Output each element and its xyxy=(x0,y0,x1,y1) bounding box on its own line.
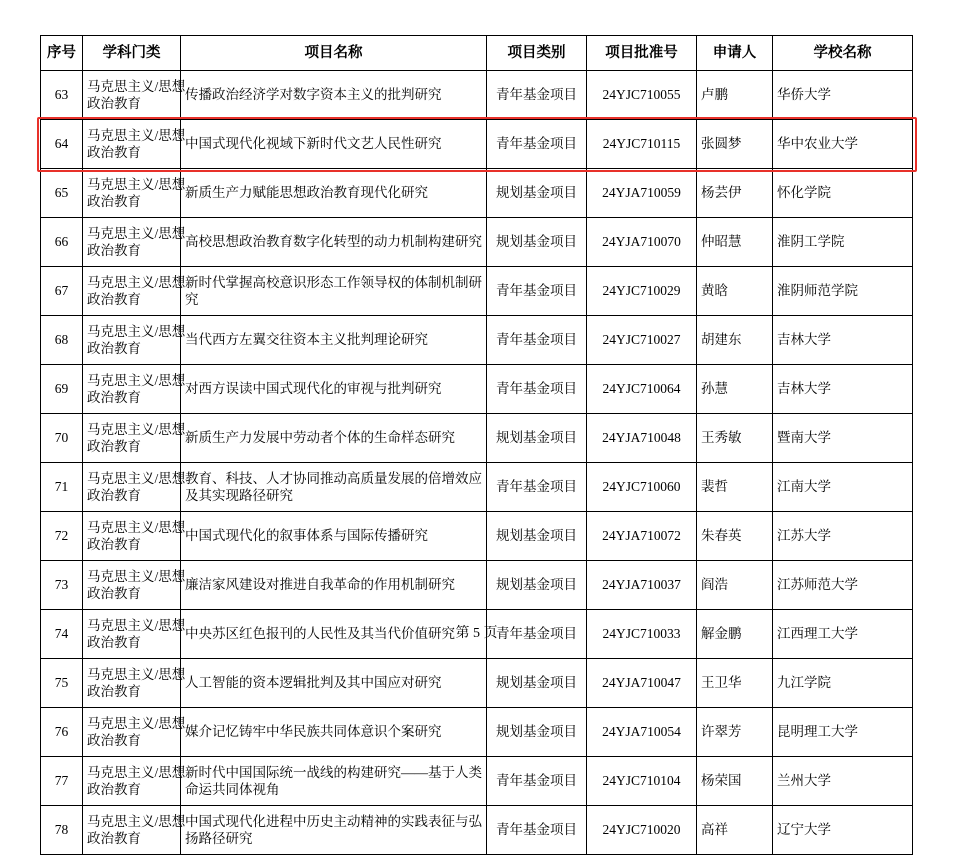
cell-title: 传播政治经济学对数字资本主义的批判研究 xyxy=(181,71,487,120)
table-row xyxy=(41,169,913,218)
cell-category: 规划基金项目 xyxy=(487,512,587,561)
discipline-line-2: 政治教育 xyxy=(87,145,141,160)
grant-table xyxy=(40,35,913,855)
column-header-seq: 序号 xyxy=(41,36,83,71)
cell-title: 当代西方左翼交往资本主义批判理论研究 xyxy=(181,316,487,365)
table-header xyxy=(41,36,913,71)
cell-seq: 67 xyxy=(41,267,83,316)
table-row xyxy=(41,757,913,806)
cell-discipline xyxy=(83,365,186,414)
table-row xyxy=(41,659,913,708)
cell-category: 规划基金项目 xyxy=(487,169,587,218)
discipline-line-2: 政治教育 xyxy=(87,292,141,307)
cell-seq: 69 xyxy=(41,365,83,414)
cell-category: 青年基金项目 xyxy=(487,120,587,169)
cell-seq: 66 xyxy=(41,218,83,267)
discipline-line-1: 马克思主义/思想 xyxy=(87,421,186,437)
discipline-line-2: 政治教育 xyxy=(87,537,141,552)
cell-seq: 68 xyxy=(41,316,83,365)
discipline-line-1: 马克思主义/思想 xyxy=(87,127,186,143)
cell-applicant: 仲昭慧 xyxy=(697,218,773,267)
table-header-row xyxy=(41,36,913,71)
cell-discipline xyxy=(83,708,186,757)
cell-seq: 71 xyxy=(41,463,83,512)
discipline-line-2: 政治教育 xyxy=(87,96,141,111)
cell-school: 江苏师范大学 xyxy=(773,561,913,610)
cell-code: 24YJA710047 xyxy=(587,659,697,708)
cell-code: 24YJC710029 xyxy=(587,267,697,316)
cell-title: 新时代中国国际统一战线的构建研究——基于人类命运共同体视角 xyxy=(181,757,487,806)
cell-school: 辽宁大学 xyxy=(773,806,913,855)
cell-school: 九江学院 xyxy=(773,659,913,708)
discipline-line-2: 政治教育 xyxy=(87,439,141,454)
cell-code: 24YJC710033 xyxy=(587,610,697,659)
cell-school: 暨南大学 xyxy=(773,414,913,463)
cell-school: 淮阴师范学院 xyxy=(773,267,913,316)
cell-applicant: 王卫华 xyxy=(697,659,773,708)
cell-applicant: 张圆梦 xyxy=(697,120,773,169)
cell-code: 24YJC710027 xyxy=(587,316,697,365)
cell-school: 吉林大学 xyxy=(773,365,913,414)
cell-category: 青年基金项目 xyxy=(487,71,587,120)
cell-discipline xyxy=(83,659,186,708)
cell-category: 青年基金项目 xyxy=(487,757,587,806)
discipline-line-1: 马克思主义/思想 xyxy=(87,372,186,388)
cell-seq: 72 xyxy=(41,512,83,561)
table-row xyxy=(41,806,913,855)
cell-school: 江西理工大学 xyxy=(773,610,913,659)
cell-code: 24YJA710048 xyxy=(587,414,697,463)
discipline-line-1: 马克思主义/思想 xyxy=(87,617,186,633)
discipline-line-1: 马克思主义/思想 xyxy=(87,666,186,682)
cell-title: 新质生产力发展中劳动者个体的生命样态研究 xyxy=(181,414,487,463)
cell-discipline xyxy=(83,561,186,610)
discipline-line-1: 马克思主义/思想 xyxy=(87,323,186,339)
table-row xyxy=(41,218,913,267)
grant-table-container xyxy=(40,35,912,855)
cell-applicant: 裴哲 xyxy=(697,463,773,512)
table-row xyxy=(41,708,913,757)
cell-seq: 77 xyxy=(41,757,83,806)
cell-category: 规划基金项目 xyxy=(487,561,587,610)
cell-title: 媒介记忆铸牢中华民族共同体意识个案研究 xyxy=(181,708,487,757)
cell-applicant: 阎浩 xyxy=(697,561,773,610)
cell-applicant: 孙慧 xyxy=(697,365,773,414)
table-row xyxy=(41,365,913,414)
table-row xyxy=(41,267,913,316)
table-row xyxy=(41,414,913,463)
cell-title: 人工智能的资本逻辑批判及其中国应对研究 xyxy=(181,659,487,708)
cell-category: 青年基金项目 xyxy=(487,365,587,414)
cell-code: 24YJC710060 xyxy=(587,463,697,512)
cell-category: 青年基金项目 xyxy=(487,610,587,659)
cell-category: 规划基金项目 xyxy=(487,659,587,708)
discipline-line-1: 马克思主义/思想 xyxy=(87,764,186,780)
cell-code: 24YJC710055 xyxy=(587,71,697,120)
cell-discipline xyxy=(83,414,186,463)
cell-category: 规划基金项目 xyxy=(487,218,587,267)
cell-discipline xyxy=(83,267,186,316)
cell-discipline xyxy=(83,120,186,169)
cell-discipline xyxy=(83,806,186,855)
cell-applicant: 解金鹏 xyxy=(697,610,773,659)
cell-seq: 75 xyxy=(41,659,83,708)
cell-title: 新质生产力赋能思想政治教育现代化研究 xyxy=(181,169,487,218)
cell-applicant: 卢鹏 xyxy=(697,71,773,120)
cell-applicant: 杨荣国 xyxy=(697,757,773,806)
cell-code: 24YJA710072 xyxy=(587,512,697,561)
cell-seq: 73 xyxy=(41,561,83,610)
column-header-discipline: 学科门类 xyxy=(83,36,181,71)
column-header-code: 项目批准号 xyxy=(587,36,697,71)
table-row xyxy=(41,316,913,365)
cell-discipline xyxy=(83,218,186,267)
cell-school: 兰州大学 xyxy=(773,757,913,806)
cell-applicant: 胡建东 xyxy=(697,316,773,365)
cell-school: 昆明理工大学 xyxy=(773,708,913,757)
discipline-line-1: 马克思主义/思想 xyxy=(87,78,186,94)
cell-title: 新时代掌握高校意识形态工作领导权的体制机制研究 xyxy=(181,267,487,316)
cell-code: 24YJA710054 xyxy=(587,708,697,757)
cell-school: 华中农业大学 xyxy=(773,120,913,169)
cell-discipline xyxy=(83,757,186,806)
discipline-line-2: 政治教育 xyxy=(87,390,141,405)
cell-discipline xyxy=(83,169,186,218)
page-footer: 第 5 页 xyxy=(455,626,498,641)
cell-discipline xyxy=(83,463,186,512)
cell-title: 对西方误读中国式现代化的审视与批判研究 xyxy=(181,365,487,414)
cell-code: 24YJA710070 xyxy=(587,218,697,267)
cell-category: 青年基金项目 xyxy=(487,316,587,365)
cell-seq: 70 xyxy=(41,414,83,463)
cell-applicant: 朱春英 xyxy=(697,512,773,561)
cell-seq: 78 xyxy=(41,806,83,855)
discipline-line-2: 政治教育 xyxy=(87,586,141,601)
cell-applicant: 许翠芳 xyxy=(697,708,773,757)
cell-code: 24YJC710104 xyxy=(587,757,697,806)
table-row xyxy=(41,561,913,610)
discipline-line-1: 马克思主义/思想 xyxy=(87,176,186,192)
cell-code: 24YJA710037 xyxy=(587,561,697,610)
cell-school: 江南大学 xyxy=(773,463,913,512)
cell-category: 规划基金项目 xyxy=(487,414,587,463)
cell-title: 中国式现代化视域下新时代文艺人民性研究 xyxy=(181,120,487,169)
discipline-line-1: 马克思主义/思想 xyxy=(87,568,186,584)
cell-title: 教育、科技、人才协同推动高质量发展的倍增效应及其实现路径研究 xyxy=(181,463,487,512)
column-header-applicant: 申请人 xyxy=(697,36,773,71)
discipline-line-1: 马克思主义/思想 xyxy=(87,225,186,241)
cell-school: 淮阴工学院 xyxy=(773,218,913,267)
table-row xyxy=(41,71,913,120)
cell-category: 青年基金项目 xyxy=(487,463,587,512)
cell-seq: 64 xyxy=(41,120,83,169)
discipline-line-1: 马克思主义/思想 xyxy=(87,715,186,731)
cell-title: 中国式现代化进程中历史主动精神的实践表征与弘扬路径研究 xyxy=(181,806,487,855)
table-row xyxy=(41,463,913,512)
cell-code: 24YJA710059 xyxy=(587,169,697,218)
cell-category: 青年基金项目 xyxy=(487,806,587,855)
cell-seq: 74 xyxy=(41,610,83,659)
discipline-line-2: 政治教育 xyxy=(87,733,141,748)
table-body xyxy=(41,71,913,855)
cell-discipline xyxy=(83,71,186,120)
discipline-line-2: 政治教育 xyxy=(87,635,141,650)
cell-title: 中国式现代化的叙事体系与国际传播研究 xyxy=(181,512,487,561)
cell-code: 24YJC710064 xyxy=(587,365,697,414)
cell-applicant: 王秀敏 xyxy=(697,414,773,463)
cell-applicant: 杨芸伊 xyxy=(697,169,773,218)
discipline-line-1: 马克思主义/思想 xyxy=(87,519,186,535)
cell-code: 24YJC710020 xyxy=(587,806,697,855)
discipline-line-2: 政治教育 xyxy=(87,243,141,258)
column-header-school: 学校名称 xyxy=(773,36,913,71)
cell-seq: 65 xyxy=(41,169,83,218)
cell-school: 江苏大学 xyxy=(773,512,913,561)
discipline-line-2: 政治教育 xyxy=(87,341,141,356)
discipline-line-2: 政治教育 xyxy=(87,831,141,846)
cell-title: 廉洁家风建设对推进自我革命的作用机制研究 xyxy=(181,561,487,610)
table-row-highlighted xyxy=(41,120,913,169)
cell-title: 高校思想政治教育数字化转型的动力机制构建研究 xyxy=(181,218,487,267)
cell-title: 中央苏区红色报刊的人民性及其当代价值研究 xyxy=(181,610,487,659)
cell-discipline xyxy=(83,316,186,365)
discipline-line-1: 马克思主义/思想 xyxy=(87,470,186,486)
discipline-line-1: 马克思主义/思想 xyxy=(87,813,186,829)
cell-school: 吉林大学 xyxy=(773,316,913,365)
cell-school: 怀化学院 xyxy=(773,169,913,218)
discipline-line-2: 政治教育 xyxy=(87,488,141,503)
cell-discipline xyxy=(83,512,186,561)
cell-school: 华侨大学 xyxy=(773,71,913,120)
cell-applicant: 黄晗 xyxy=(697,267,773,316)
cell-seq: 63 xyxy=(41,71,83,120)
column-header-category: 项目类别 xyxy=(487,36,587,71)
cell-seq: 76 xyxy=(41,708,83,757)
table-row xyxy=(41,512,913,561)
cell-category: 青年基金项目 xyxy=(487,267,587,316)
cell-category: 规划基金项目 xyxy=(487,708,587,757)
cell-applicant: 高祥 xyxy=(697,806,773,855)
cell-code: 24YJC710115 xyxy=(587,120,697,169)
column-header-title: 项目名称 xyxy=(181,36,487,71)
discipline-line-1: 马克思主义/思想 xyxy=(87,274,186,290)
discipline-line-2: 政治教育 xyxy=(87,684,141,699)
discipline-line-2: 政治教育 xyxy=(87,194,141,209)
discipline-line-2: 政治教育 xyxy=(87,782,141,797)
